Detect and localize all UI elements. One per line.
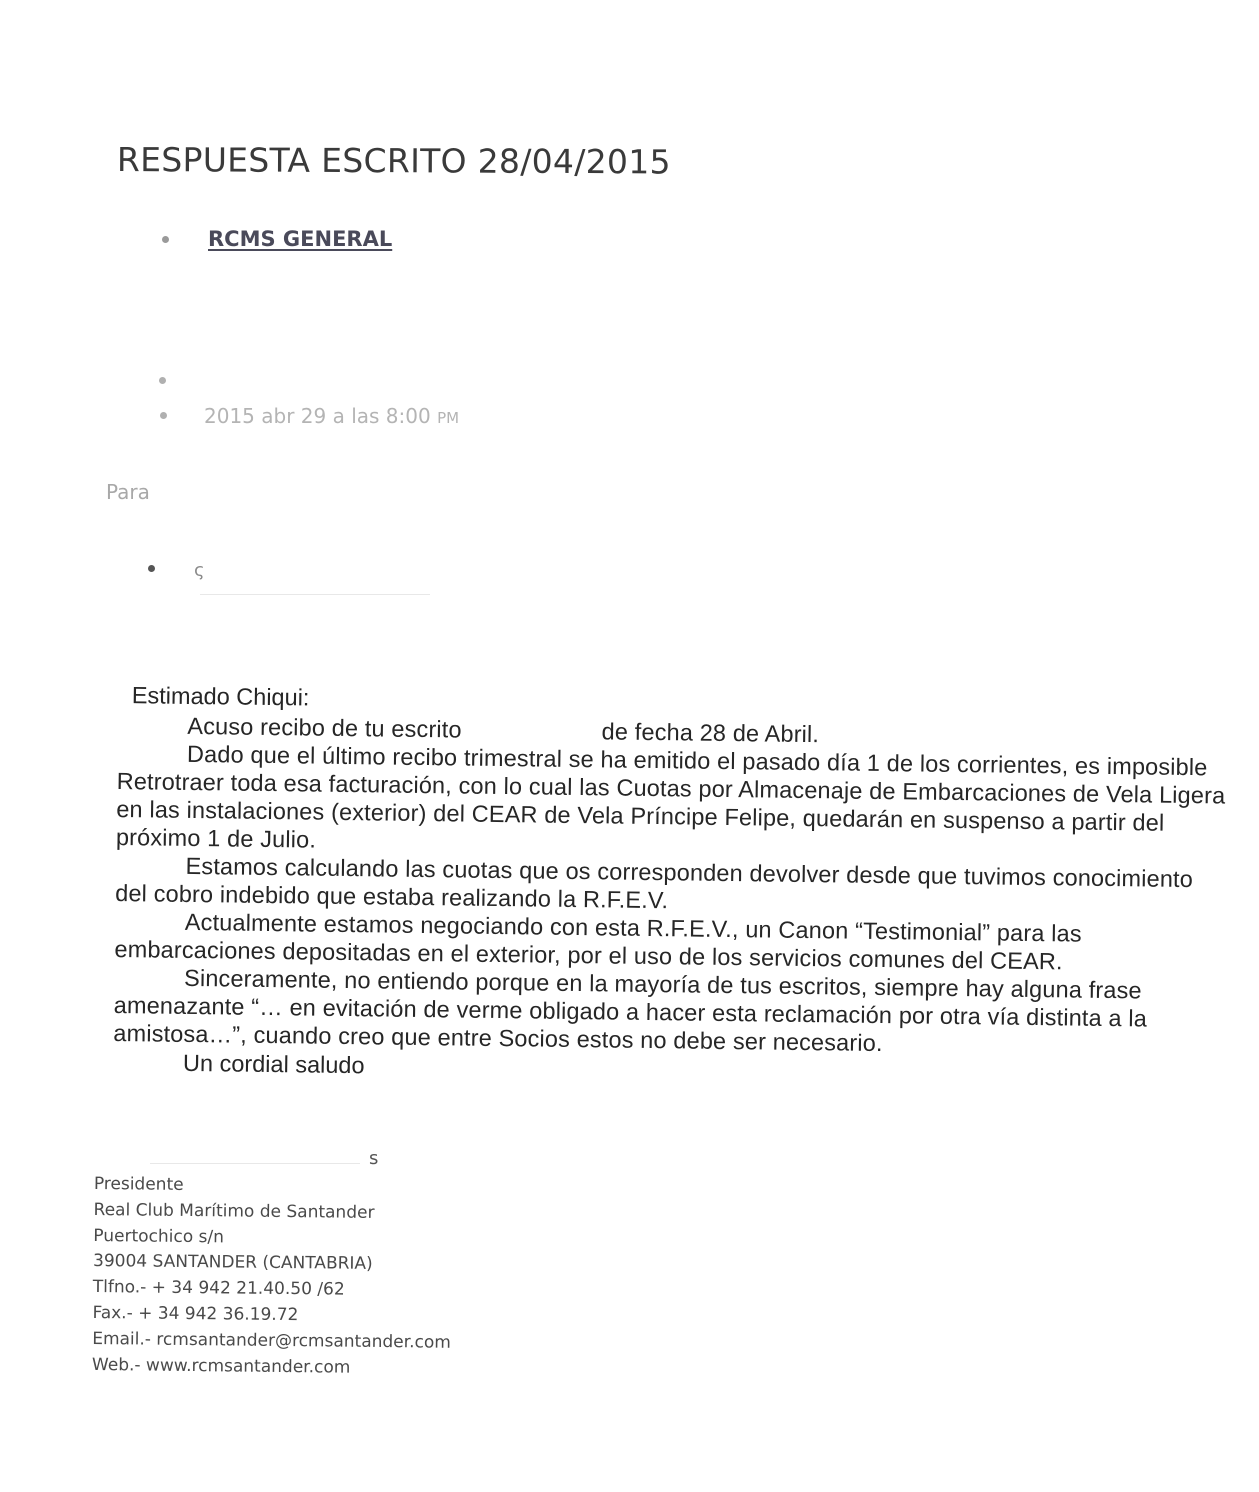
letter-paragraph-5: Sinceramente, no entiendo porque en la mayoría de tus escritos, siempre hay alguna frase amenazante “… en evitación de verme obligado a hacer esta reclamación por otra vía distinta a la amistosa…”, cuando creo que entre Socios estos no debe ser necesario. (113, 964, 1148, 1057)
p1-start: Acuso recibo de tu escrito (187, 712, 462, 743)
p1-end: de fecha 28 de Abril. (601, 718, 820, 748)
letter-body (113, 680, 1228, 1091)
signature-city: 39004 SANTANDER (CANTABRIA) (92, 1251, 373, 1275)
signature-web: Web.- www.rcmsantander.com (91, 1354, 351, 1378)
bullet-sender (162, 236, 169, 243)
page-title: RESPUESTA ESCRITO 28/04/2015 (116, 140, 671, 182)
sent-date-main: 2015 abr 29 a las 8:00 (204, 404, 431, 428)
signature-name-fragment: s (369, 1148, 379, 1169)
bullet-empty (159, 377, 166, 384)
redacted-recipient-line (200, 594, 430, 595)
signature-block (92, 1172, 453, 1382)
signature-fax: Fax.- + 34 942 36.19.72 (92, 1302, 299, 1326)
signature-email: Email.- rcmsantander@rcmsantander.com (92, 1328, 451, 1353)
letter-paragraph-3: Estamos calculando las cuotas que os corresponden devolver desde que tuvimos conocimiento del cobro indebido que estaba realizando la R.F.E.V. (115, 852, 1194, 914)
signature-street: Puertochico s/n (93, 1225, 225, 1247)
signature-organization: Real Club Marítimo de Santander (93, 1199, 375, 1223)
bullet-date (160, 412, 167, 419)
sent-date-suffix: PM (437, 409, 460, 427)
signature-role: Presidente (93, 1173, 184, 1195)
letter-greeting: Estimado Chiqui: (131, 682, 310, 711)
letter-paragraph-4: Actualmente estamos negociando con esta R.F.E.V., un Canon “Testimonial” para las embarcaciones depositadas en el exterior, por el uso de los servicios comunes del CEAR. (114, 908, 1082, 975)
letter-closing: Un cordial saludo (182, 1049, 365, 1079)
to-label: Para (106, 480, 150, 504)
redacted-signature-line (150, 1163, 360, 1164)
letter-paragraph-2: Dado que el último recibo trimestral se ha emitido el pasado día 1 de los corrientes, es imposible Retrotraer toda esa facturación, con lo cual las Cuotas por Almacenaje de Embarcaciones de Vela Ligera en las instalaciones (exterior) del CEAR de Vela Príncipe Felipe, quedarán en suspenso a partir del próximo 1 de Julio. (115, 740, 1226, 853)
sender-link[interactable]: RCMS GENERAL (208, 227, 393, 251)
recipient-fragment: ς (194, 560, 205, 581)
bullet-recipient (148, 565, 155, 572)
sent-date (204, 404, 459, 428)
signature-phone: Tlfno.- + 34 942 21.40.50 /62 (92, 1277, 345, 1300)
redacted-gap (462, 738, 602, 740)
